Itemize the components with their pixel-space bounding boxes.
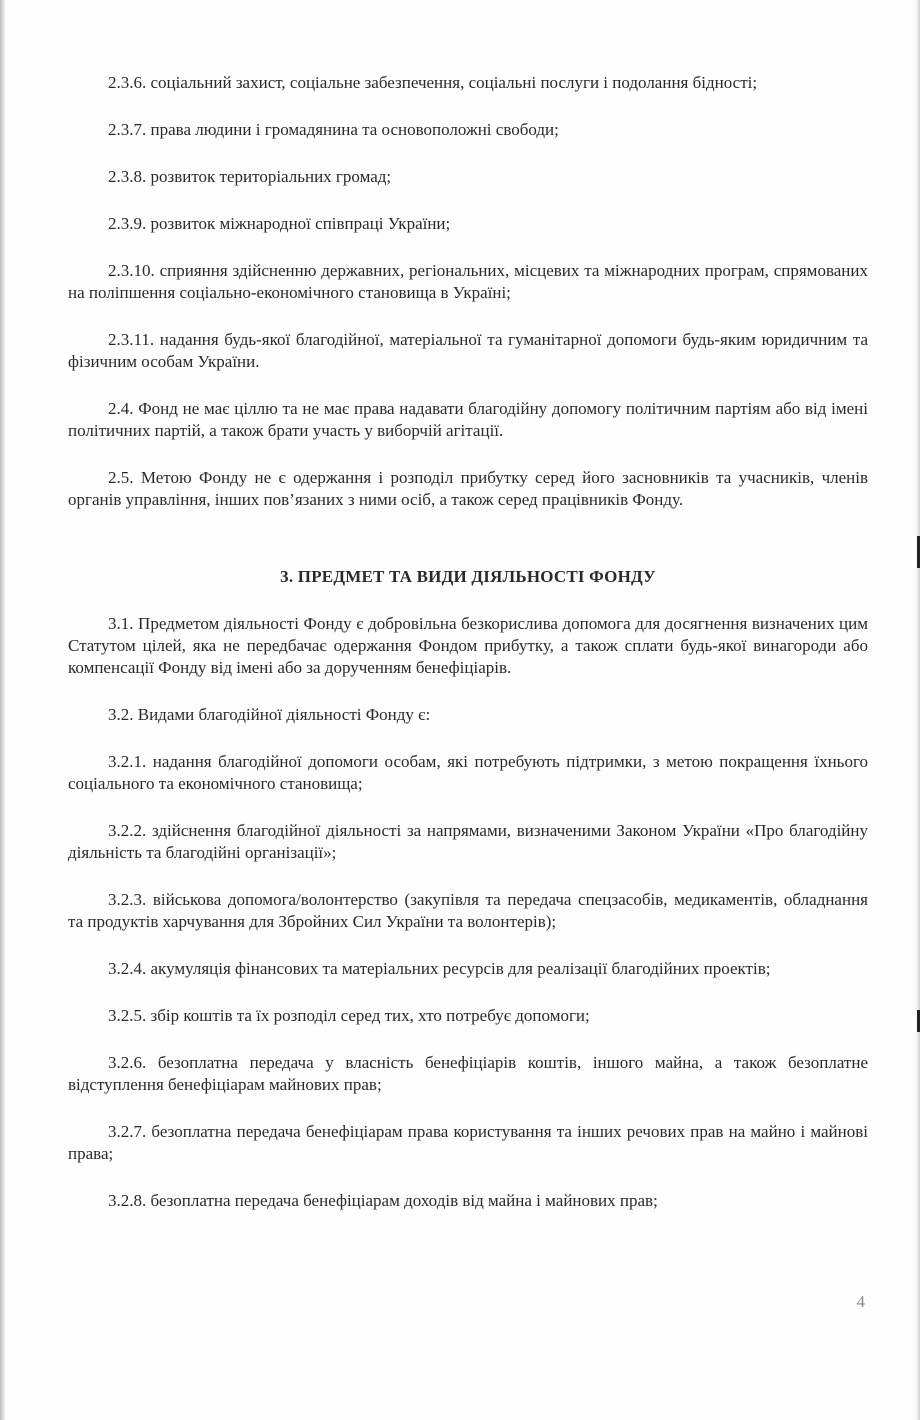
page-number: 4 (856, 1292, 865, 1311)
paragraph-3-2-5: 3.2.5. збір коштів та їх розподіл серед тих, хто потребує допомоги; (108, 1006, 590, 1025)
paragraph-2-3-10: 2.3.10. сприяння здійсненню державних, регіональних, місцевих та міжнародних програм, спрямованих на поліпшення соціально-економічного становища в Україні; (68, 261, 868, 302)
paragraph-2-4: 2.4. Фонд не має ціллю та не має права надавати благодійну допомогу політичним партіям або від імені політичних партій, а також брати участь у виборчій агітації. (68, 399, 868, 440)
paragraph-3-2-8: 3.2.8. безоплатна передача бенефіціарам доходів від майна і майнових прав; (108, 1191, 658, 1210)
paragraph-3-2-7: 3.2.7. безоплатна передача бенефіціарам права користування та інших речових прав на майно і майнові права; (68, 1122, 868, 1163)
paragraph-2-3-7: 2.3.7. права людини і громадянина та основоположні свободи; (108, 120, 559, 139)
scan-right-edge (916, 0, 920, 1420)
scan-left-edge (0, 0, 5, 1420)
paragraph-3-1: 3.1. Предметом діяльності Фонду є добровільна безкорислива допомога для досягнення визначених цим Статутом цілей, яка не передбачає одержання Фондом прибутку, а також сплати будь-якої винагороди або компенсації Фонду від імені або за дорученням бенефіціарів. (68, 614, 868, 677)
paragraph-2-3-11: 2.3.11. надання будь-якої благодійної, матеріальної та гуманітарної допомоги будь-яким юридичним та фізичним особам України. (68, 330, 868, 371)
paragraph-2-3-6: 2.3.6. соціальний захист, соціальне забезпечення, соціальні послуги і подолання бідності; (108, 73, 758, 92)
paragraph-3-2-3: 3.2.3. військова допомога/волонтерство (закупівля та передача спецзасобів, медикаментів, обладнання та продуктів харчування для Збройних Сил України та волонтерів); (68, 890, 868, 931)
paragraph-3-2-2: 3.2.2. здійснення благодійної діяльності за напрямами, визначеними Законом України «Про благодійну діяльність та благодійні організації»; (68, 821, 868, 862)
paragraph-2-3-8: 2.3.8. розвиток територіальних громад; (108, 167, 392, 186)
paragraph-3-2-1: 3.2.1. надання благодійної допомоги особам, які потребують підтримки, з метою покращення їхнього соціального та економічного становища; (68, 752, 868, 793)
paragraph-3-2: 3.2. Видами благодійної діяльності Фонду є: (108, 705, 431, 724)
paragraph-3-2-6: 3.2.6. безоплатна передача у власність бенефіціарів коштів, іншого майна, а також безоплатне відступлення бенефіціарам майнових прав; (68, 1053, 868, 1094)
paragraph-2-3-9: 2.3.9. розвиток міжнародної співпраці України; (108, 214, 451, 233)
paragraph-2-5: 2.5. Метою Фонду не є одержання і розподіл прибутку серед його засновників та учасників, членів органів управління, інших пов’язаних з ними осіб, а також серед працівників Фонду. (68, 468, 868, 509)
paragraph-3-2-4: 3.2.4. акумуляція фінансових та матеріальних ресурсів для реалізації благодійних проектів; (108, 959, 771, 978)
document-body (68, 72, 868, 1212)
section-heading: 3. ПРЕДМЕТ ТА ВИДИ ДІЯЛЬНОСТІ ФОНДУ (280, 567, 656, 586)
